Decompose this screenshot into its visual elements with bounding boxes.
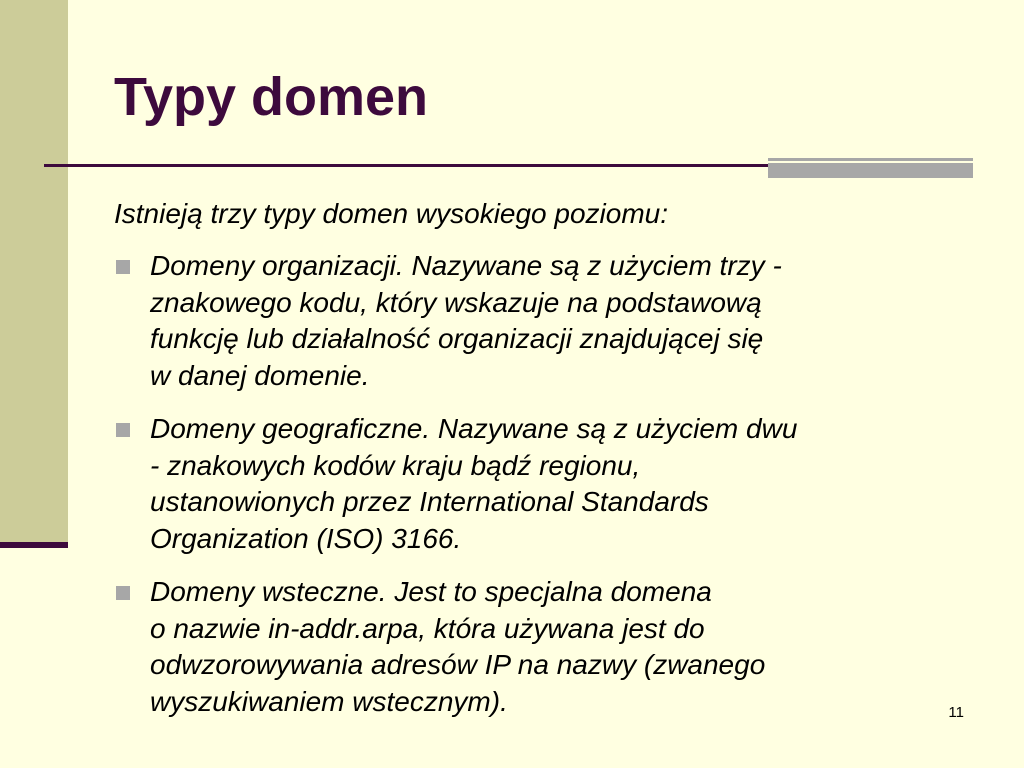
left-decorative-band: [0, 0, 68, 545]
slide-title: Typy domen: [114, 67, 429, 127]
title-divider-accent: [768, 158, 973, 178]
left-band-accent-bar: [0, 542, 68, 548]
square-bullet-icon: [116, 260, 130, 274]
bullet-text: Domeny wsteczne. Jest to specjalna domena o nazwie in-addr.arpa, która używana jest do odwzorowywania adresów IP na nazwy (zwanego wyszukiwaniem wstecznym).: [150, 576, 766, 717]
bullet-item-reverse-domains: [114, 574, 974, 720]
square-bullet-icon: [116, 586, 130, 600]
title-divider-line: [44, 164, 772, 167]
intro-text: Istnieją trzy typy domen wysokiego poziomu:: [114, 198, 669, 229]
slide-number: 11: [948, 704, 964, 721]
bullet-item-geographic-domains: [114, 411, 974, 557]
bullet-text: Domeny organizacji. Nazywane są z użyciem trzy - znakowego kodu, który wskazuje na podstawową funkcję lub działalność organizacji znajdującej się w danej domenie.: [150, 250, 782, 391]
square-bullet-icon: [116, 423, 130, 437]
bullet-text: Domeny geograficzne. Nazywane są z użyciem dwu - znakowych kodów kraju bądź regionu, ustanowionych przez International Standards Organization (ISO) 3166.: [150, 413, 798, 554]
bullet-item-organization-domains: [114, 248, 974, 394]
bullet-list: [114, 248, 974, 737]
